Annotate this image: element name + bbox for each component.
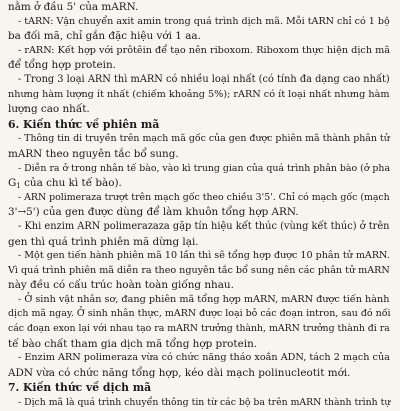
text-fragment: G [8, 177, 17, 190]
text-line: - Thông tin di truyền trên mạch mã gốc của gen được phiên mã thành phân tử [18, 133, 390, 145]
text-line: - rARN: Kết hợp với prôtêin để tạo nên riboxom. Riboxom thực hiện dịch mã [18, 44, 391, 56]
text-line: - tARN: Vận chuyển axit amin trong quá trình dịch mã. Mỗi tARN chỉ có 1 bộ [18, 15, 390, 27]
text-line: dịch mã ngay. Ở sinh nhân thực, mARN được loại bỏ các đoạn intron, sau đó nối [8, 308, 391, 320]
text-line: ba đối mã, chỉ gắn đặc hiệu với 1 aa. [8, 30, 201, 43]
subscript: 1 [16, 182, 21, 191]
text-line: nhưng hàm lượng ít nhất (chiếm khoảng 5%); rARN có ít loại nhất nhưng hàm [8, 88, 390, 100]
text-line: - Trong 3 loại ARN thì mARN có nhiều loại nhất (có tính đa dạng cao nhất) [18, 73, 390, 85]
text-line: gen thì quá trình phiên mã dừng lại. [8, 235, 199, 248]
text-line: Vì quá trình phiên mã diễn ra theo nguyên tắc bổ sung nên các phân tử mARN [8, 264, 390, 276]
document-body [8, 0, 392, 411]
text-line: để tổng hợp protein. [8, 59, 116, 72]
text-line: - Diễn ra ở trong nhân tế bào, vào kì trung gian của quá trình phân bào (ở pha [18, 162, 391, 174]
text-line: 3'→5') của gen được dùng để làm khuôn tổng hợp ARN. [8, 206, 299, 219]
text-line: - Enzim ARN polimeraza vừa có chức năng tháo xoắn ADN, tách 2 mạch của [18, 352, 390, 364]
section-heading-7: 7. Kiến thức về dịch mã [8, 381, 152, 395]
text-line: - Dịch mã là quá trình chuyển thông tin từ các bộ ba trên mARN thành trình tự [18, 397, 391, 409]
text-line: mARN theo nguyên tắc bổ sung. [8, 147, 179, 160]
text-line: tế bào chất tham gia dịch mã tổng hợp protein. [8, 337, 258, 350]
text-line: - ARN polimeraza trượt trên mạch gốc theo chiều 3'5'. Chỉ có mạch gốc (mạch [18, 191, 390, 203]
text-line: - Ở sinh vật nhân sơ, đang phiên mã tổng hợp mARN, mARN được tiến hành [18, 293, 390, 305]
section-heading-6: 6. Kiến thức về phiên mã [8, 117, 160, 131]
text-line: - Khi enzim ARN polimerazaza gặp tín hiệu kết thúc (vùng kết thúc) ở trên [18, 220, 390, 232]
text-line: các đoạn exon lại với nhau tạo ra mARN trưởng thành, mARN trưởng thành đi ra [8, 323, 390, 335]
text-line: nằm ở đầu 5' của mARN. [8, 1, 139, 13]
text-line: lượng cao nhất. [8, 103, 90, 116]
text-line [8, 176, 392, 191]
text-line: ADN vừa có chức năng tổng hợp, kéo dài mạch polinucleotit mới. [8, 366, 351, 379]
text-line: - Một gen tiến hành phiên mã 10 lần thì sẽ tổng hợp được 10 phân tử mARN. [18, 250, 390, 262]
text-fragment: của chu kì tế bào). [20, 177, 122, 190]
text-line: này đều có cấu trúc hoàn toàn giống nhau. [8, 279, 234, 292]
